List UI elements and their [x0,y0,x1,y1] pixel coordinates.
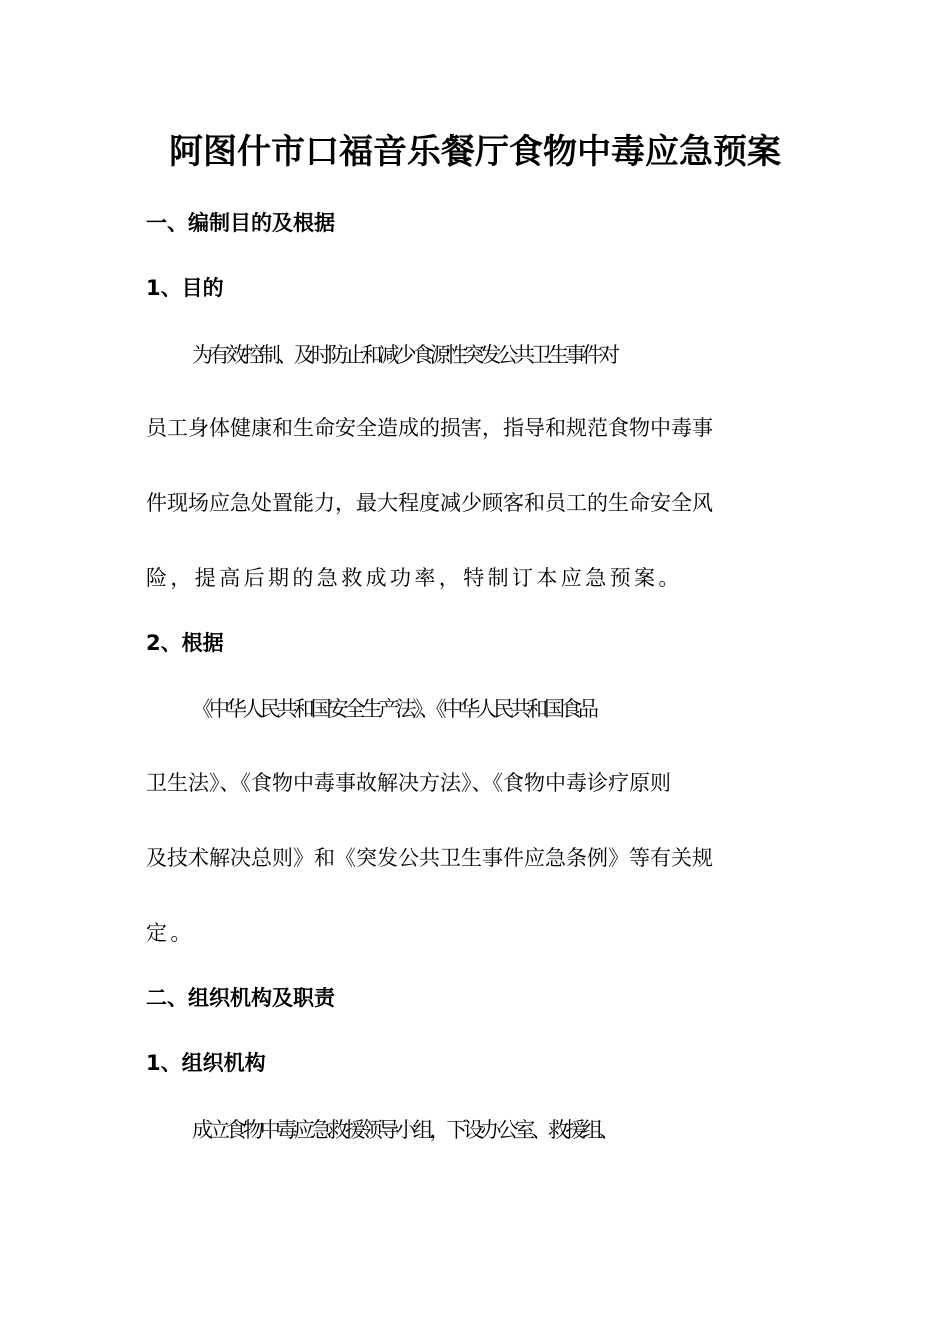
paragraph-line: 为有效控制、及时防止和减少食源性突发公共卫生事件对 [192,343,616,367]
paragraph-line: 成立食物中毒应急救援领导小组，下设办公室、救援组、 [192,1118,616,1142]
document-title: 阿图什市口福音乐餐厅食物中毒应急预案 [169,132,781,172]
paragraph-line: 及技术解决总则》和《突发公共卫生事件应急条例》等有关规 [146,846,713,870]
subheading-purpose: 1、目的 [146,276,224,300]
paragraph-line: 员工身体健康和生命安全造成的损害，指导和规范食物中毒事 [146,416,713,440]
subheading-basis: 2、根据 [146,631,224,655]
subheading-organization-structure: 1、组织机构 [146,1051,266,1075]
paragraph-line: 件现场应急处置能力，最大程度减少顾客和员工的生命安全风 [146,491,713,515]
paragraph-line: 险，提高后期的急救成功率，特制订本应急预案。 [146,566,683,590]
paragraph-line: 定。 [146,921,195,945]
section-heading-organization: 二、组织机构及职责 [146,986,335,1010]
section-heading-purpose-basis: 一、编制目的及根据 [146,211,335,235]
paragraph-line: 《中华人民共和国安全生产法》、《中华人民共和国食品 [192,697,595,721]
paragraph-line: 卫生法》、《食物中毒事故解决方法》、《食物中毒诊疗原则 [146,771,671,795]
